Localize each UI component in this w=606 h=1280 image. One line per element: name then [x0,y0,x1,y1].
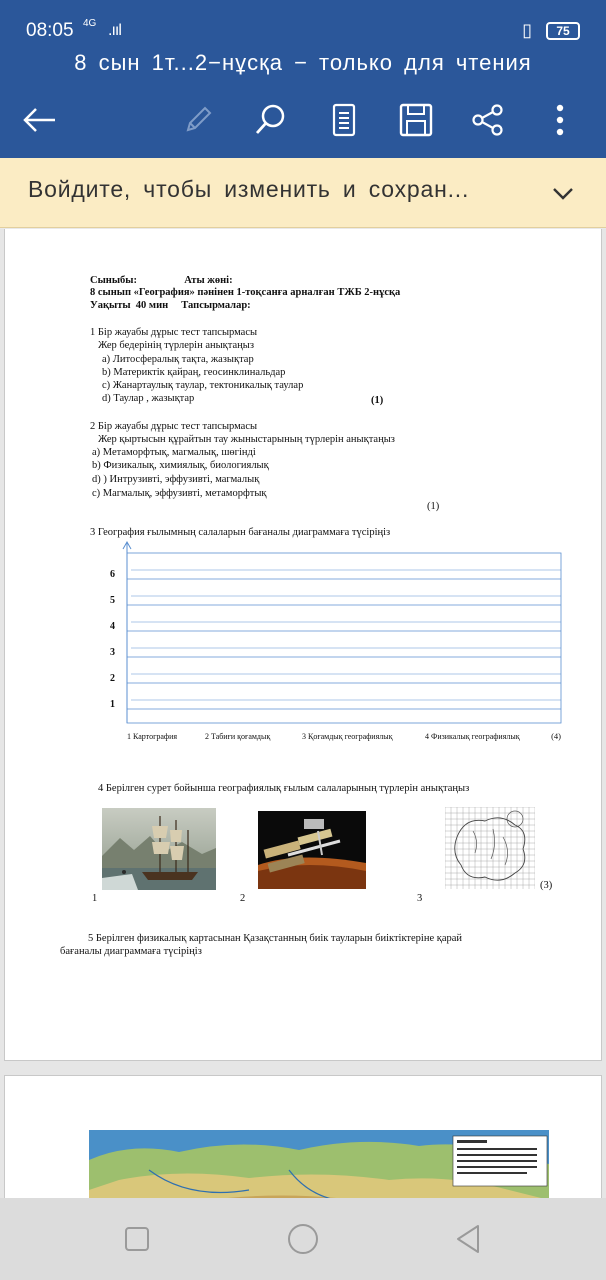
document-page-2 [4,1075,602,1198]
question-text: бағаналы диаграммаға түсіріңіз [60,946,202,957]
y-tick-label: 1 [110,699,115,710]
share-icon[interactable] [466,98,510,142]
header-line: Уақыты 40 мин Тапсырмалар: [90,300,251,311]
system-nav-bar [0,1198,606,1280]
y-tick-label: 6 [110,569,115,580]
y-tick-label: 4 [110,621,115,632]
question-title: 5 Берілген физикалық картасынан Қазақстанның биік тауларын биіктіктеріне қарай [88,933,463,944]
image-label: 1 [92,893,98,904]
sign-in-banner[interactable] [0,158,606,228]
map-grid-image [445,807,535,889]
image-label: 3 [417,893,423,904]
circle-icon[interactable] [286,1222,320,1256]
question-title: 3 География ғылымның салаларын бағаналы диаграммаға түсіріңіз [90,527,391,538]
more-vertical-icon[interactable] [538,98,582,142]
header-line: Сыныбы: Аты жөні: [90,275,233,286]
banner-text: Войдите, чтобы изменить и сохран... [28,176,470,202]
chevron-down-icon[interactable] [550,180,576,206]
answer-option: a) Метаморфтық, магмалық, шөгінді [92,447,256,458]
score: (1) [427,501,440,512]
answer-option: c) Жанартаулық таулар, тектоникалық таулар [102,380,304,391]
vibrate-icon: ▯ [522,20,532,40]
answer-option: b) Физикалық, химиялық, биологиялық [92,460,269,471]
document-viewer[interactable] [0,229,606,1198]
question-prompt: Жер бедерінің түрлерін анықтаңыз [98,340,254,351]
question-title: 4 Берілген сурет бойынша географиялық ғылым салаларының түрлерін анықтаңыз [98,783,470,794]
y-tick-label: 3 [110,647,115,658]
image-label: 2 [240,893,246,904]
score: (3) [540,880,553,891]
square-icon[interactable] [120,1222,154,1256]
status-time: 08:05 [26,20,74,41]
bar-chart-template [105,541,565,749]
x-category-label: 1 Картография [127,732,178,741]
question-prompt: Жер қыртысын құрайтын тау жыныстарының түрлерін анықтаңыз [98,434,395,445]
battery-level: 75 [546,22,580,40]
y-tick-label: 2 [110,673,115,684]
document-title: 8 сын 1т...2−нұсқа − только для чтения [74,50,532,75]
save-icon[interactable] [394,98,438,142]
ship-photo [102,808,216,890]
question-title: 2 Бір жауабы дұрыс тест тапсырмасы [90,421,258,432]
signal-icon: .ııl [108,22,121,39]
reading-mode-icon[interactable] [322,98,366,142]
x-category-label: 2 Табиғи қоғамдық [205,732,271,741]
pencil-icon[interactable] [176,98,220,142]
arrow-left-icon[interactable] [18,98,62,142]
chart-score: (4) [551,731,561,741]
search-icon[interactable] [248,98,292,142]
chart-frame [127,553,561,723]
answer-option: b) Материктік қайраң, геосинклинальдар [102,367,286,378]
network-type: 4G [83,18,97,29]
x-category-label: 3 Қоғамдық географиялық [302,732,393,741]
kazakhstan-physical-map [89,1130,549,1198]
answer-option: d) Таулар , жазықтар [102,393,195,404]
app-bar [0,0,606,158]
status-bar [26,18,580,46]
answer-option: a) Литосфералық тақта, жазықтар [102,354,254,365]
space-station-photo [258,811,366,889]
header-line: 8 сынып «География» пәнінен 1-тоқсанға арналған ТЖБ 2-нұсқа [90,287,401,298]
y-tick-label: 5 [110,595,115,606]
answer-option: c) Магмалық, эффузивті, метаморфтық [92,488,267,499]
x-category-label: 4 Физикалық географиялық [425,732,520,741]
triangle-back-icon[interactable] [452,1222,486,1256]
question-title: 1 Бір жауабы дұрыс тест тапсырмасы [90,327,258,338]
answer-option: d) ) Интрузивті, эффузивті, магмалық [92,474,260,485]
document-page [4,229,602,1061]
score: (1) [371,395,384,406]
